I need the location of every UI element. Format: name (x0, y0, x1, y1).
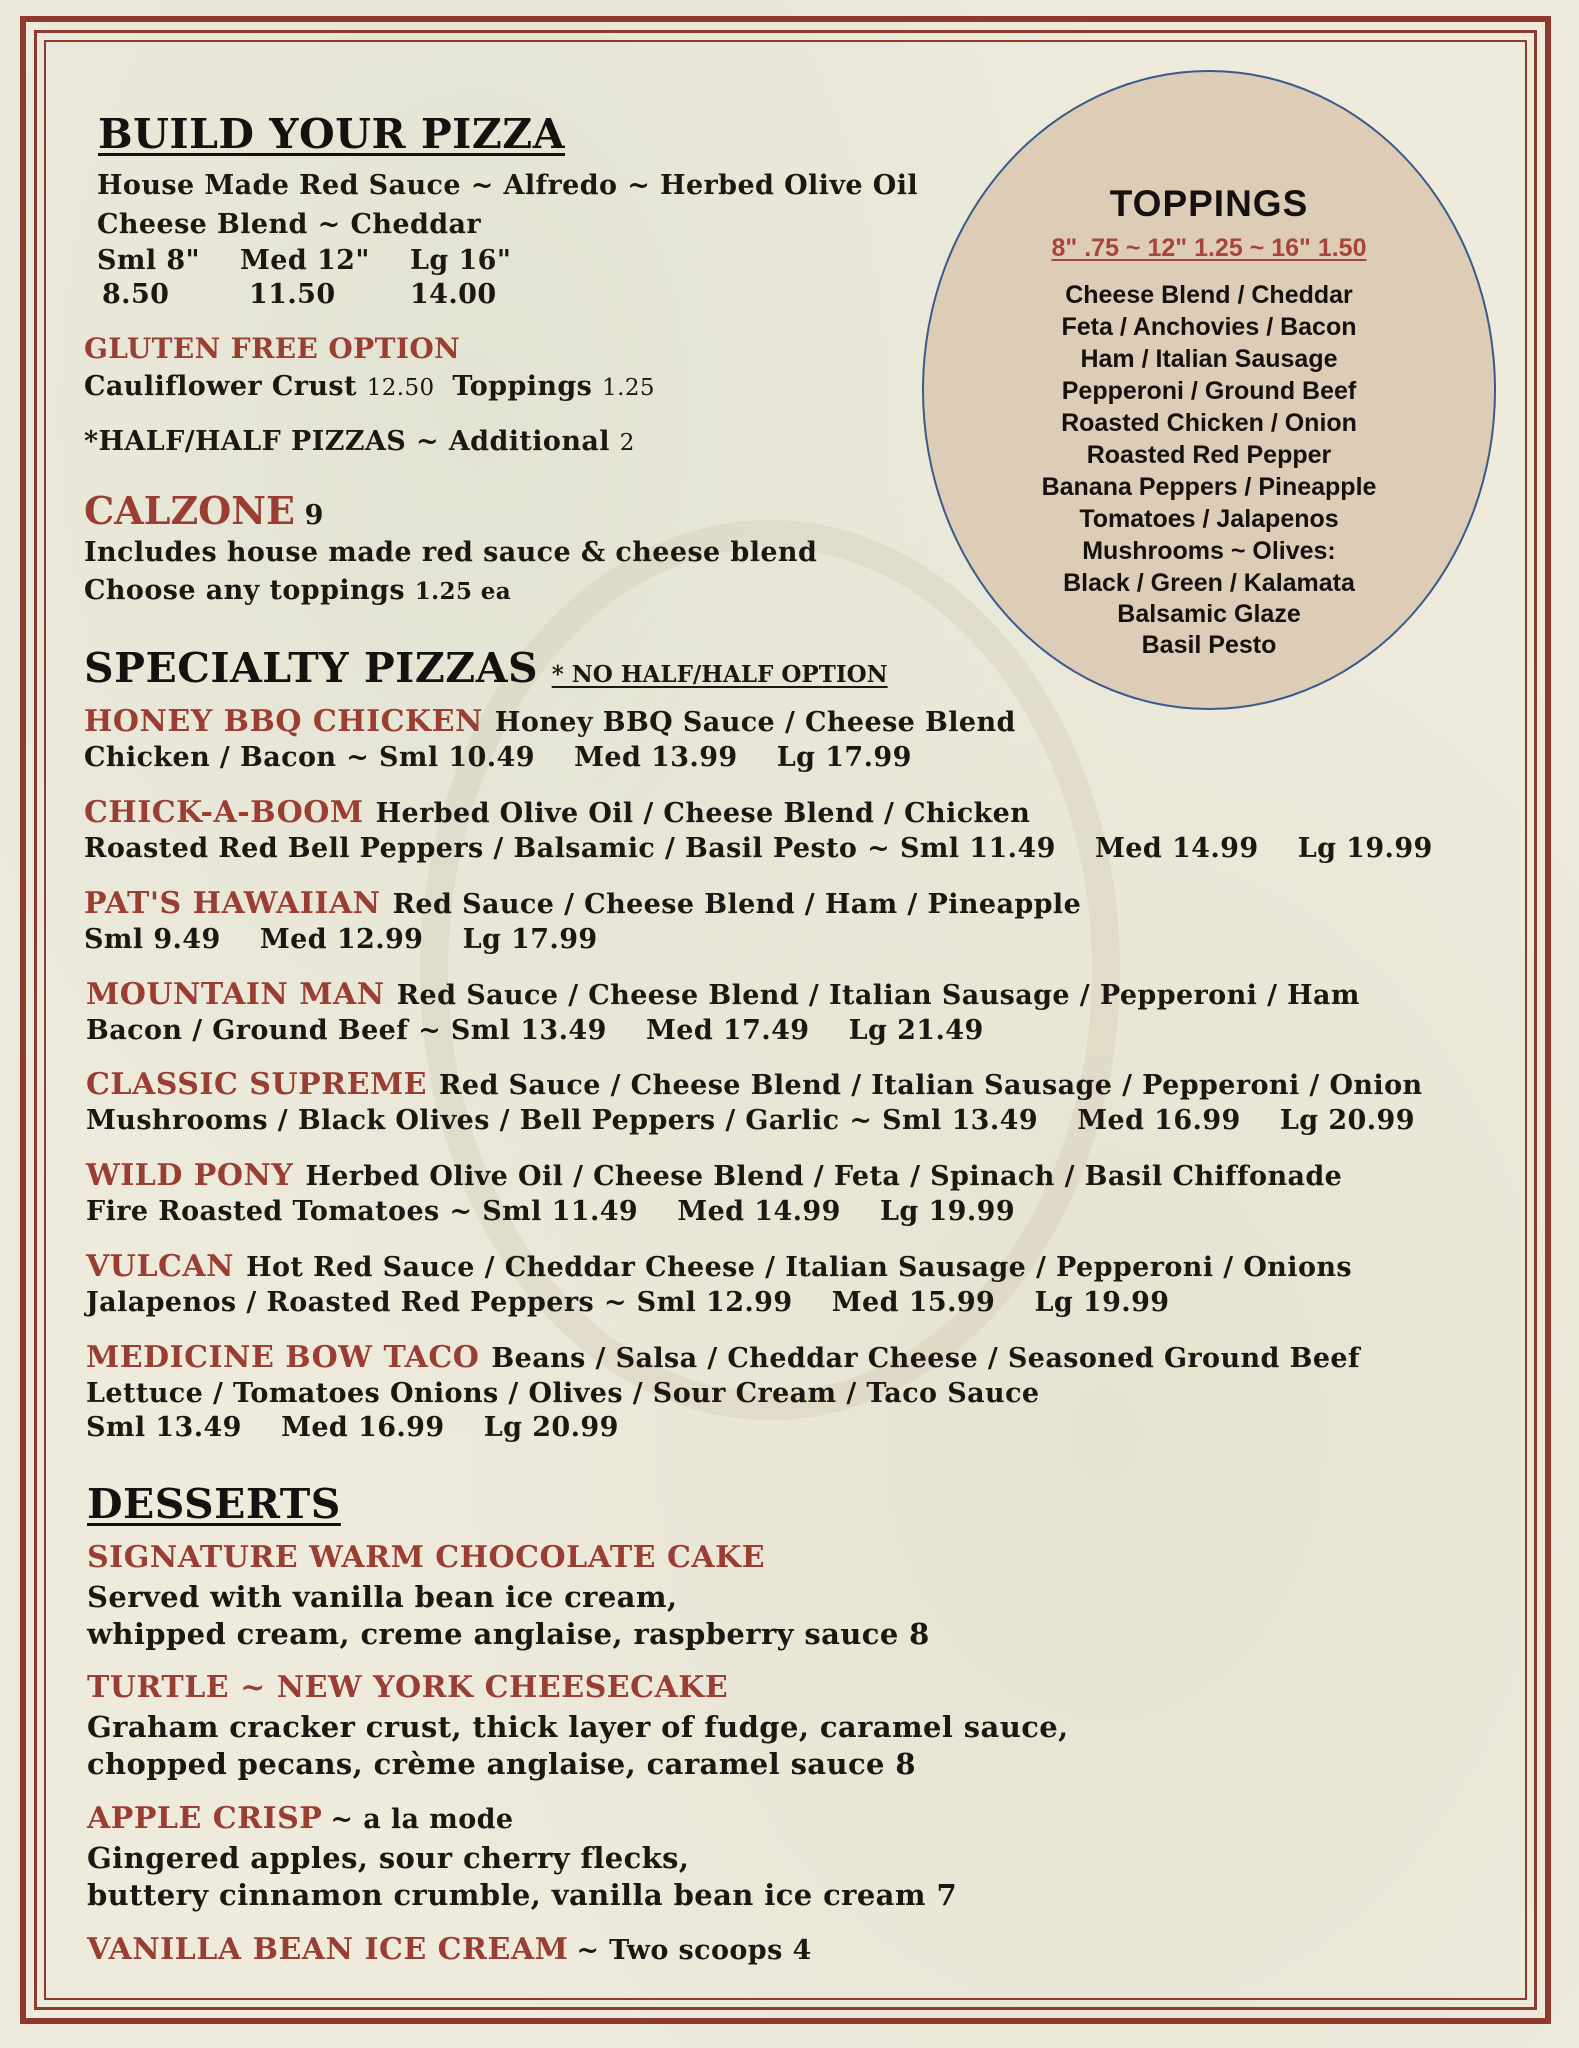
gluten-line (84, 371, 655, 402)
price-small: 8.50 (102, 279, 170, 310)
dessert-item-suffix: ~ a la mode (330, 1804, 514, 1835)
dessert-item-desc: Gingered apples, sour cherry flecks, (87, 1841, 690, 1875)
gluten-title: GLUTEN FREE OPTION (84, 332, 461, 365)
dessert-item (87, 1801, 513, 1836)
gluten-crust: Cauliflower Crust (84, 371, 357, 402)
dessert-item-name: VANILLA BEAN ICE CREAM (87, 1932, 569, 1967)
specialty-item-desc: Beans / Salsa / Cheddar Cheese / Seasoned Ground Beef (491, 1343, 1360, 1374)
specialty-item-line3: Sml 13.49 Med 16.99 Lg 20.99 (86, 1412, 619, 1443)
gluten-toppings-price: 1.25 (602, 375, 655, 401)
size-small: Sml 8" (97, 245, 200, 276)
dessert-item-name: TURTLE ~ NEW YORK CHEESECAKE (87, 1670, 729, 1705)
topping-item: Banana Peppers / Pineapple (1041, 473, 1377, 501)
specialty-item-line2: Roasted Red Bell Peppers / Balsamic / Basil Pesto ~ Sml 11.49 Med 14.99 Lg 19.99 (84, 833, 1433, 864)
half-half-price: 2 (619, 430, 635, 456)
dessert-item-desc: Graham cracker crust, thick layer of fudge, caramel sauce, (87, 1710, 1069, 1744)
specialty-item (86, 1067, 1423, 1102)
specialty-item (84, 704, 1016, 739)
topping-item: Roasted Chicken / Onion (1061, 409, 1357, 437)
dessert-item-desc: chopped pecans, crème anglaise, caramel sauce 8 (87, 1747, 916, 1781)
toppings-title: TOPPINGS (1109, 183, 1309, 224)
specialty-item-name: CLASSIC SUPREME (86, 1067, 428, 1102)
topping-item: Mushrooms ~ Olives: (1082, 537, 1336, 565)
topping-item: Black / Green / Kalamata (1063, 569, 1355, 597)
specialty-item-name: VULCAN (86, 1249, 235, 1284)
topping-item: Ham / Italian Sausage (1080, 345, 1338, 373)
build-title: BUILD YOUR PIZZA (98, 110, 566, 158)
size-large: Lg 16" (410, 245, 512, 276)
calzone-line2 (84, 575, 511, 606)
specialty-note: * NO HALF/HALF OPTION (551, 661, 888, 688)
specialty-item (86, 1249, 1352, 1284)
specialty-item-name: MEDICINE BOW TACO (86, 1340, 480, 1375)
specialty-heading (84, 644, 888, 692)
specialty-item-line2: Fire Roasted Tomatoes ~ Sml 11.49 Med 14.99 Lg 19.99 (86, 1196, 1016, 1227)
specialty-item (86, 1158, 1342, 1193)
dessert-item-desc: whipped cream, creme anglaise, raspberry sauce 8 (87, 1617, 930, 1651)
specialty-item-line2: Bacon / Ground Beef ~ Sml 13.49 Med 17.49 Lg 21.49 (86, 1015, 984, 1046)
specialty-item-desc: Red Sauce / Cheese Blend / Ham / Pineapple (392, 889, 1082, 920)
topping-item: Cheese Blend / Cheddar (1065, 281, 1353, 309)
dessert-item-name: APPLE CRISP (87, 1801, 323, 1836)
specialty-item-line2: Lettuce / Tomatoes Onions / Olives / Sour Cream / Taco Sauce (86, 1378, 1040, 1409)
dessert-item (87, 1932, 812, 1967)
specialty-item-desc: Herbed Olive Oil / Cheese Blend / Feta / Spinach / Basil Chiffonade (305, 1161, 1343, 1192)
dessert-item-desc: Served with vanilla bean ice cream, (87, 1580, 678, 1614)
topping-item: Basil Pesto (1141, 631, 1277, 659)
half-half-label: *HALF/HALF PIZZAS ~ Additional (84, 426, 610, 457)
dessert-item-desc: buttery cinnamon crumble, vanilla bean ice cream 7 (87, 1878, 958, 1912)
calzone-line1: Includes house made red sauce & cheese blend (84, 537, 818, 568)
dessert-item-suffix: ~ Two scoops 4 (576, 1935, 812, 1966)
topping-item: Feta / Anchovies / Bacon (1061, 313, 1357, 341)
specialty-item-line2: Chicken / Bacon ~ Sml 10.49 Med 13.99 Lg 17.99 (84, 742, 912, 773)
build-cheeses: Cheese Blend ~ Cheddar (97, 209, 482, 240)
specialty-title: SPECIALTY PIZZAS (84, 644, 539, 692)
size-medium: Med 12" (240, 245, 370, 276)
specialty-item-name: CHICK-A-BOOM (84, 795, 364, 830)
dessert-item (87, 1540, 765, 1575)
gluten-crust-price: 12.50 (366, 375, 435, 401)
calzone-heading (84, 488, 324, 533)
specialty-item-name: MOUNTAIN MAN (86, 977, 385, 1012)
specialty-item-name: HONEY BBQ CHICKEN (84, 704, 483, 739)
gluten-toppings: Toppings (452, 371, 593, 402)
specialty-item (84, 886, 1081, 921)
price-large: 14.00 (410, 279, 497, 310)
topping-item: Pepperoni / Ground Beef (1061, 377, 1357, 405)
toppings-prices: 8" .75 ~ 12" 1.25 ~ 16" 1.50 (1051, 234, 1367, 262)
topping-item: Roasted Red Pepper (1086, 441, 1332, 469)
calzone-toppings-price: 1.25 ea (414, 578, 512, 605)
half-half-line (84, 426, 635, 457)
specialty-item-desc: Red Sauce / Cheese Blend / Italian Sausage / Pepperoni / Ham (396, 980, 1360, 1011)
specialty-item-desc: Honey BBQ Sauce / Cheese Blend (494, 707, 1016, 738)
dessert-item-name: SIGNATURE WARM CHOCOLATE CAKE (87, 1540, 766, 1575)
calzone-toppings: Choose any toppings (84, 575, 405, 606)
specialty-item-line2: Sml 9.49 Med 12.99 Lg 17.99 (84, 924, 598, 955)
specialty-item (86, 977, 1360, 1012)
calzone-title: CALZONE (84, 488, 295, 533)
specialty-item (84, 795, 1030, 830)
specialty-item-line2: Jalapenos / Roasted Red Peppers ~ Sml 12.99 Med 15.99 Lg 19.99 (86, 1287, 1170, 1318)
specialty-item-name: PAT'S HAWAIIAN (84, 886, 381, 921)
specialty-item-desc: Red Sauce / Cheese Blend / Italian Sausage / Pepperoni / Onion (439, 1070, 1423, 1101)
specialty-item-name: WILD PONY (86, 1158, 294, 1193)
topping-item: Balsamic Glaze (1117, 600, 1301, 628)
specialty-item-desc: Hot Red Sauce / Cheddar Cheese / Italian Sausage / Pepperoni / Onions (246, 1252, 1352, 1283)
specialty-item-desc: Herbed Olive Oil / Cheese Blend / Chicken (375, 798, 1031, 829)
calzone-price: 9 (304, 500, 324, 531)
dessert-item (87, 1670, 728, 1705)
build-sauces: House Made Red Sauce ~ Alfredo ~ Herbed Olive Oil (97, 170, 919, 201)
specialty-item (86, 1340, 1360, 1375)
specialty-item-line2: Mushrooms / Black Olives / Bell Peppers / Garlic ~ Sml 13.49 Med 16.99 Lg 20.99 (86, 1105, 1415, 1136)
price-medium: 11.50 (249, 279, 336, 310)
topping-item: Tomatoes / Jalapenos (1079, 505, 1339, 533)
desserts-title: DESSERTS (87, 1480, 341, 1528)
